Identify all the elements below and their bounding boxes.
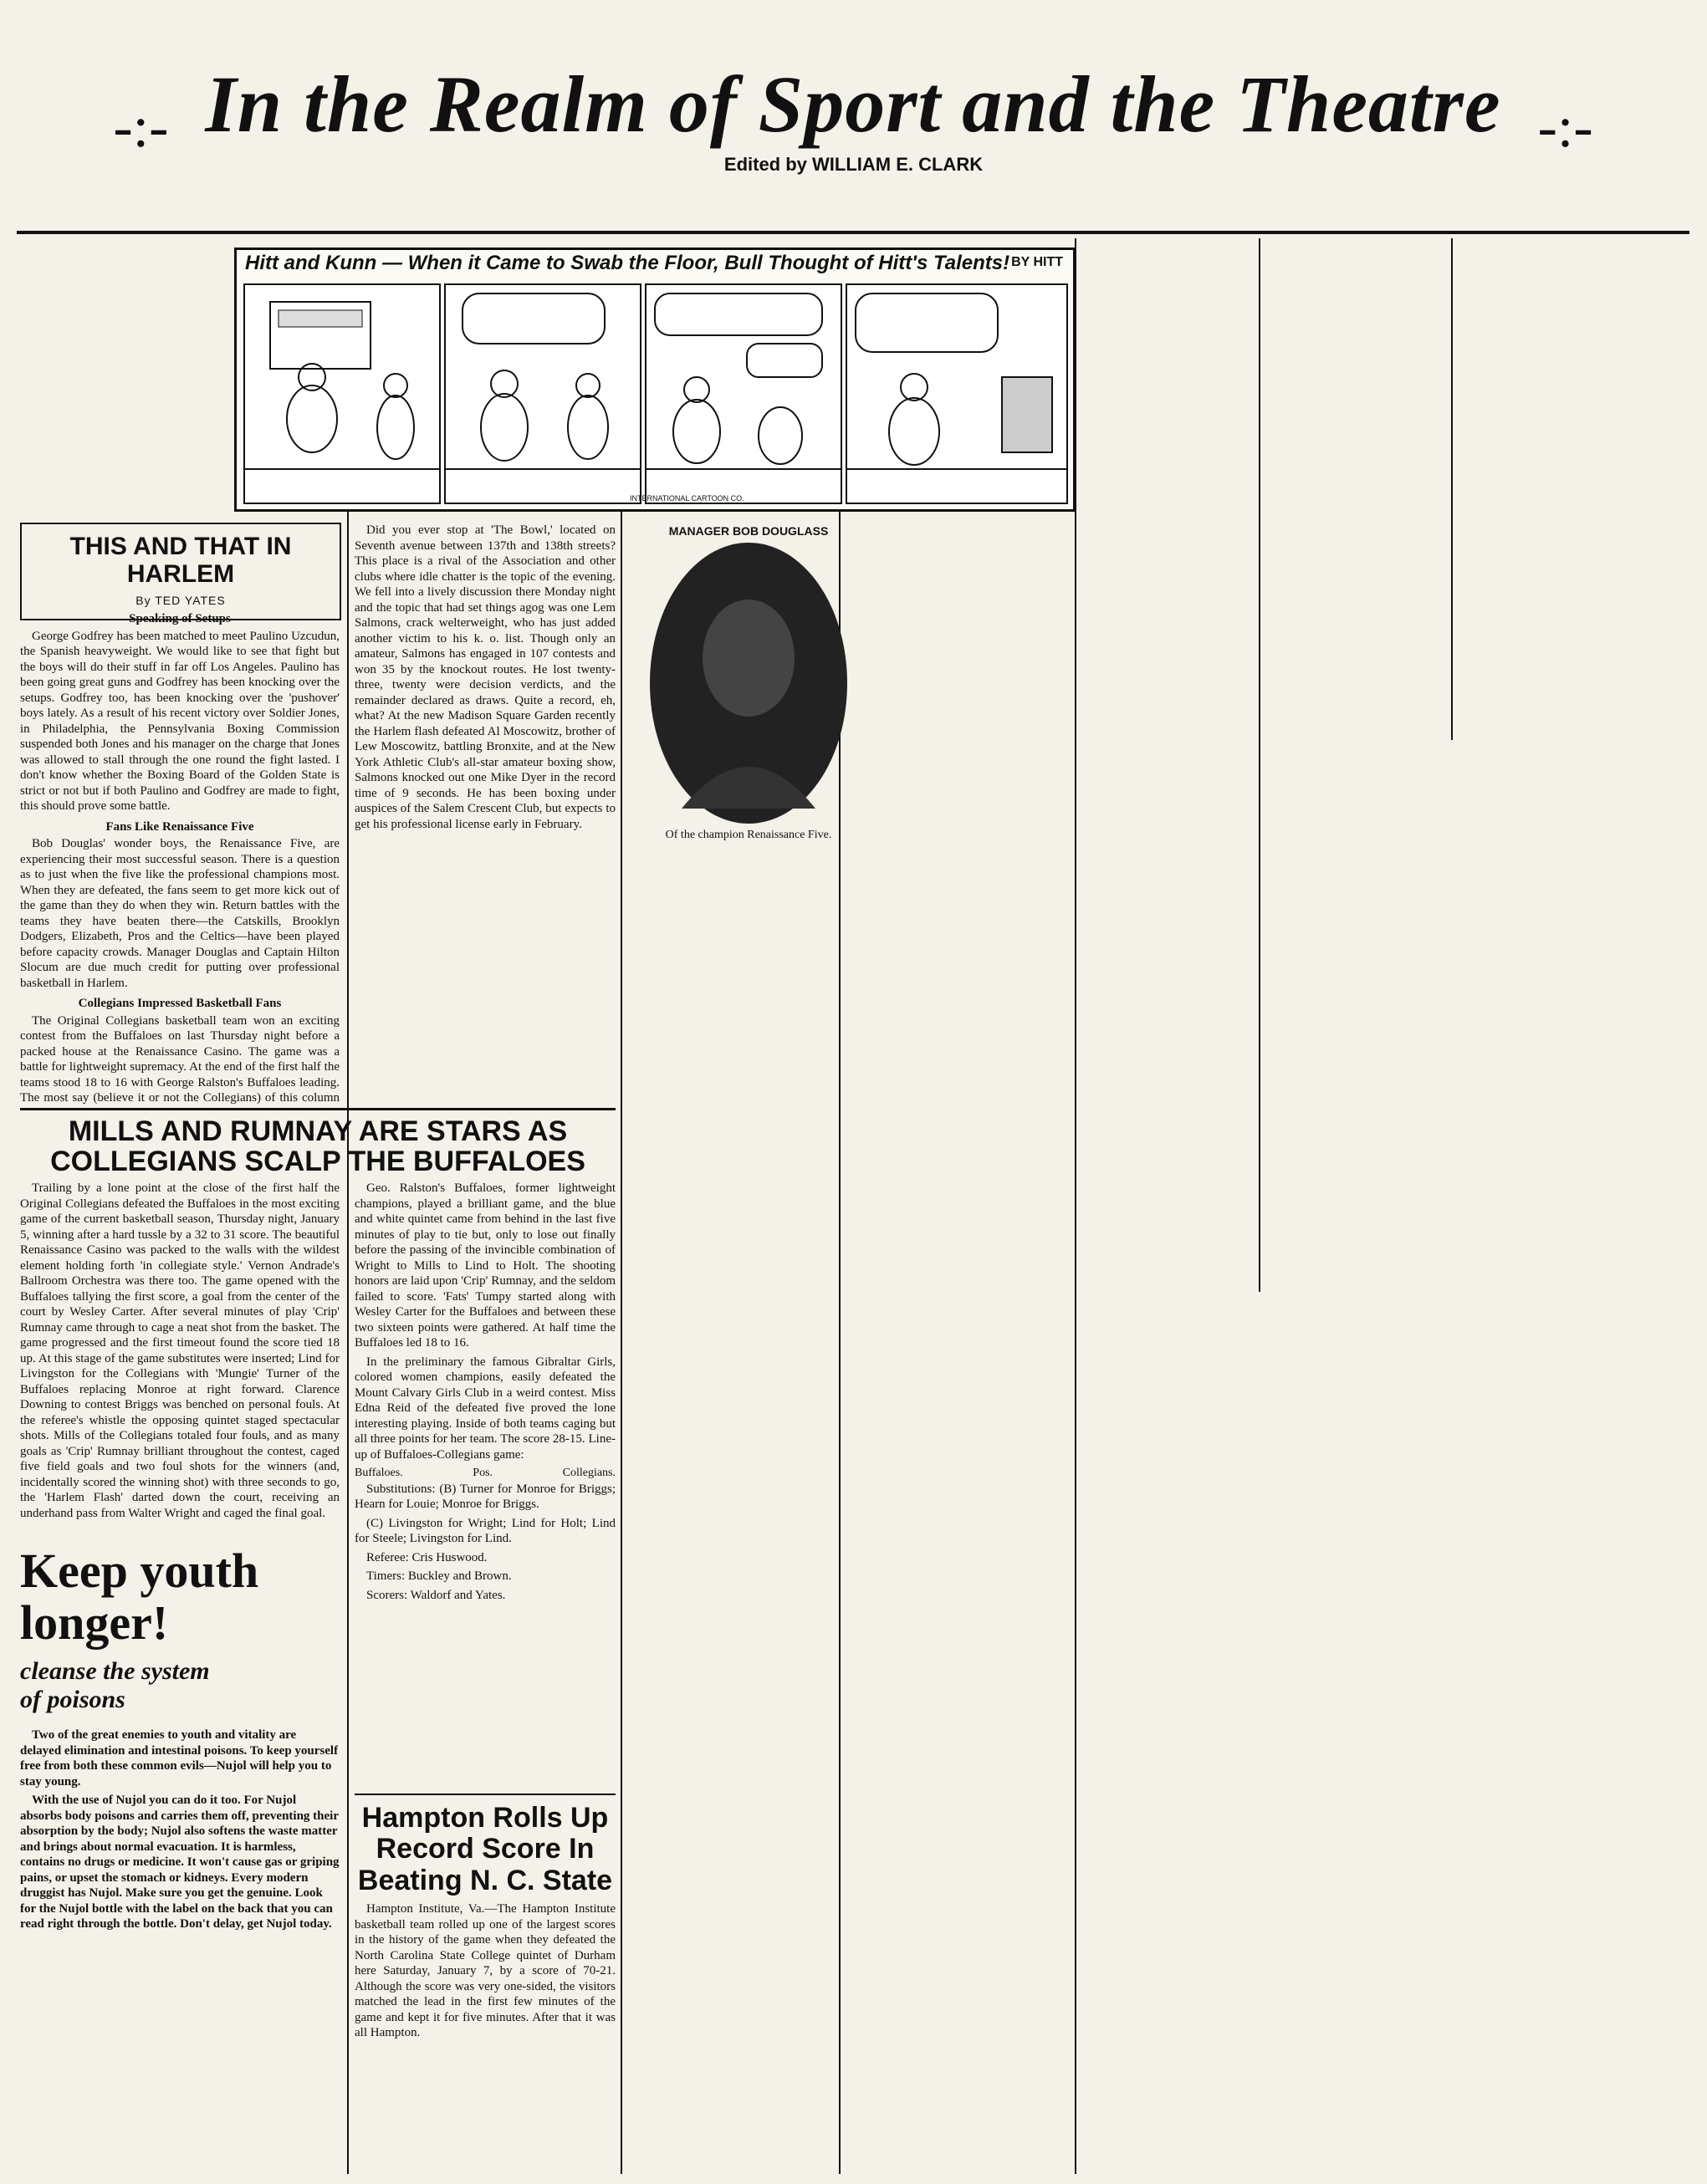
nujol-ad	[20, 1545, 340, 2172]
comic-drawing	[847, 285, 1066, 503]
comic-byline: BY HITT	[1011, 255, 1063, 269]
nujol-line4: of poisons	[20, 1686, 125, 1713]
harlem-col1	[20, 606, 340, 1108]
harlem-headline: THIS AND THAT IN HARLEM	[69, 533, 292, 588]
masthead-ornament-left: -:-	[113, 95, 169, 161]
harlem-subhead: Collegians Impressed Basketball Fans	[78, 997, 282, 1010]
harlem-paragraph: Bob Douglas' wonder boys, the Renaissance Five, are experiencing their most successful season. There is a question as to just when the five like the professional champions most. When they are defeated, the fans seem to get more kick out of the game than they do when they win. Return battles with the teams they have beaten there—the Catskills, Brooklyn Dodgers, Elizabeth, Pros and the Celtics—have been played before capacity crowds. Manager Douglas and Captain Hilton Slocum are due much credit for putting over professional basketball in Harlem.	[20, 837, 340, 990]
masthead-rule	[17, 231, 1689, 234]
lineup-header: Buffaloes. Pos. Collegians.	[355, 1467, 616, 1479]
hampton-article	[355, 1798, 616, 2174]
harlem-paragraph: The Original Collegians basketball team won an exciting contest from the Buffaloes on last Thursday night before a packed house at the Renaissance Casino. The game was a battle for lightweight supremacy. At the end of the first half the teams stood 18 to 16 with George Ralston's Buffaloes leading. The most say (believe it or not the Collegians) of this column	[20, 1013, 340, 1105]
mills-col1	[20, 1181, 340, 1540]
comic-credit: INTERNATIONAL CARTOON CO.	[630, 494, 744, 503]
harlem-paragraph: George Godfrey has been matched to meet Paulino Uzcudun, the Spanish heavyweight. We would like to see that fight but the boys will do their stuff in far off Los Angeles. Paulino has been going great guns and Godfrey has been knocking over the setups. Godfrey too, has been knocking over the 'pushover' boys lately. As a result of his recent victory over Soldier Jones, in Philadelphia, the Pennsylvania Boxing Commission suspended both Jones and his manager on the charge that Jones was allowed to stall through the one round the fight lasted. I don't know whether the Boxing Board of the Golden State is strict or not but if both Paulino and Godfrey are made to fight, this should prove some battle.	[20, 629, 340, 813]
masthead	[25, 59, 1681, 161]
mills-head	[20, 1112, 616, 1179]
masthead-title: In the Realm of Sport and the Theatre	[205, 59, 1501, 149]
nujol-paragraph: With the use of Nujol you can do it too. For Nujol absorbs body poisons and carries them off, preventing their absorption by the body; Nujol also softens the waste matter and brings about normal evacuation. It is harmless, contains no drugs or medicine. It won't cause gas or griping pains, or upset the stomach or kidneys. Every modern druggist has Nujol. Make sure you get the genuine. Look for the Nujol bottle with the label on the back that you can read right through the bottle. Don't delay, get Nujol today.	[20, 1794, 340, 1931]
comic-panel	[444, 283, 641, 504]
harlem-subhead: Speaking of Setups	[129, 612, 231, 625]
nujol-line3: cleanse the system	[20, 1657, 210, 1685]
harlem-paragraph: Did you ever stop at 'The Bowl,' located on Seventh avenue between 137th and 138th streets? This place is a rival of the Association and other clubs where idle chatter is the topic of the evening. We fell into a lively discussion there Monday night and the topic that had set things agog was one Lem Salmons, crack welterweight, who has just added another victim to his k. o. list. Though only an amateur, Salmons has engaged in 107 contests and won 35 by the knockout routes. He lost twenty-three, twenty were decision verdicts, and the remainder declared as draws. Quite a record, eh, what? At the new Madison Square Garden recently the Harlem flash defeated Al Moscowitz, brother of Lew Moscowitz, battling Bronxite, and at the New York Athletic Club's all-star amateur boxing show, Salmons knocked out one Mike Dyer in the record time of 9 seconds. He has been boxing under auspices of the Salem Crescent Club, but expects to get his professional license early in February.	[355, 523, 616, 831]
comic-drawing	[446, 285, 640, 503]
hampton-paragraph: Hampton Institute, Va.—The Hampton Institute basketball team rolled up one of the largest scores in the history of the game when they defeated the North Carolina State College quintet of Durham here Saturday, January 7, by a score of 70-21. Although the score was very one-sided, the visitors matched the lead in the first few minutes of the game and kept it for five minutes. After that it was all Hampton.	[355, 1902, 616, 2040]
comic-drawing	[245, 285, 439, 503]
mills-paragraph: Substitutions: (B) Turner for Monroe for Briggs; Hearn for Louie; Monroe for Briggs.	[355, 1482, 616, 1511]
photo-block	[631, 523, 866, 857]
mills-paragraph: (C) Livingston for Wright; Lind for Holt; Lind for Steele; Livingston for Lind.	[355, 1516, 616, 1545]
mills-col2	[355, 1181, 616, 1783]
section-rule	[355, 1794, 616, 1795]
edited-by: Edited by WILLIAM E. CLARK	[723, 154, 984, 175]
harlem-col2	[355, 523, 616, 1108]
comic-strip	[234, 247, 1076, 512]
photo-caption-top: MANAGER BOB DOUGLASS	[668, 524, 829, 538]
harlem-byline: By TED YATES	[135, 594, 226, 607]
column-rule	[621, 510, 622, 2174]
column-rule	[1451, 238, 1453, 740]
comic-panel	[645, 283, 842, 504]
column-rule	[1259, 238, 1260, 1292]
mills-paragraph: Referee: Cris Huswood.	[366, 1550, 488, 1564]
comic-panel	[846, 283, 1068, 504]
hampton-headline: Hampton Rolls Up Record Score In Beating N. C. State	[357, 1802, 613, 1896]
section-rule	[20, 1108, 616, 1110]
comic-drawing	[647, 285, 841, 503]
mills-headline: MILLS AND RUMNAY ARE STARS AS COLLEGIANS SCALP THE BUFFALOES	[50, 1115, 585, 1177]
mills-paragraph: Timers: Buckley and Brown.	[366, 1569, 512, 1583]
portrait-image	[648, 541, 849, 825]
comic-panel	[243, 283, 441, 504]
column-rule	[1075, 238, 1076, 2174]
mills-paragraph: Trailing by a lone point at the close of the first half the Original Collegians defeated the Buffaloes in the most exciting game of the current basketball season, Thursday night, January 5, winning after a hard tussle by a 32 to 31 score. The beautiful Renaissance Casino was packed to the walls with the wildest element holding forth 'in collegiate style.' Vernon Andrade's Ballroom Orchestra was there too. The game opened with the Buffaloes tallying the first score, a goal from the center of the court by Wesley Carter. After several minutes of play 'Crip' Rumnay came through to cage a neat shot from the basket. The game progressed and the first timeout found the score tied 18 up. At this stage of the game substitutes were inserted; Lind for Livingston for the Collegians with 'Mungie' Turner of the Buffaloes replacing Monroe at right forward. Clarence Downing to contest Briggs was benched on personal fouls. At the referee's whistle the opposing quintet staged spectacular shots. Mills of the Collegians totaled four fouls, and as many goals as 'Crip' Rumnay brilliant throughout the contest, caged five field goals and two foul shots for the winners (and, incidentally scored the winning shot) with three seconds to go, the 'Harlem Flash' darted down the court, receiving an underhand pass from Walter Wright and caged the final goal.	[20, 1181, 340, 1520]
nujol-line1: Keep youth	[20, 1545, 259, 1598]
nujol-line2: longer!	[20, 1595, 169, 1650]
mills-paragraph: In the preliminary the famous Gibraltar Girls, colored women champions, easily defeated the Mount Calvary Girls Club in a weird contest. Miss Edna Reid of the defeated five proved the lone interesting playing. Inside of both teams caging but all three points for her team. The score 28-15. Line-up of Buffaloes-Collegians game:	[355, 1355, 616, 1462]
masthead-ornament-right: -:-	[1537, 95, 1593, 161]
photo-caption-bottom: Of the champion Renaissance Five.	[665, 829, 832, 841]
comic-title: Hitt and Kunn — When it Came to Swab the Floor, Bull Thought of Hitt's Talents!	[245, 252, 1010, 274]
mills-paragraph: Scorers: Waldorf and Yates.	[366, 1588, 506, 1602]
nujol-paragraph: Two of the great enemies to youth and vitality are delayed elimination and intestinal poisons. To keep yourself free from both these common evils—Nujol will help you to stay young.	[20, 1728, 339, 1789]
harlem-subhead: Fans Like Renaissance Five	[105, 819, 254, 834]
mills-paragraph: Geo. Ralston's Buffaloes, former lightweight champions, played a brilliant game, and the blue and white quintet came from behind in the last five minutes of play to tie but, only to lose out finally before the passing of the invincible combination of Wright to Mills to Lind to Holt. The shooting honors are laid upon 'Crip' Rumnay, and the seldom failed to score. 'Fats' Tumpy started along with Wesley Carter for the Buffaloes and between these two sixteen points were gathered. At half time the Buffaloes led 18 to 16.	[355, 1181, 616, 1350]
